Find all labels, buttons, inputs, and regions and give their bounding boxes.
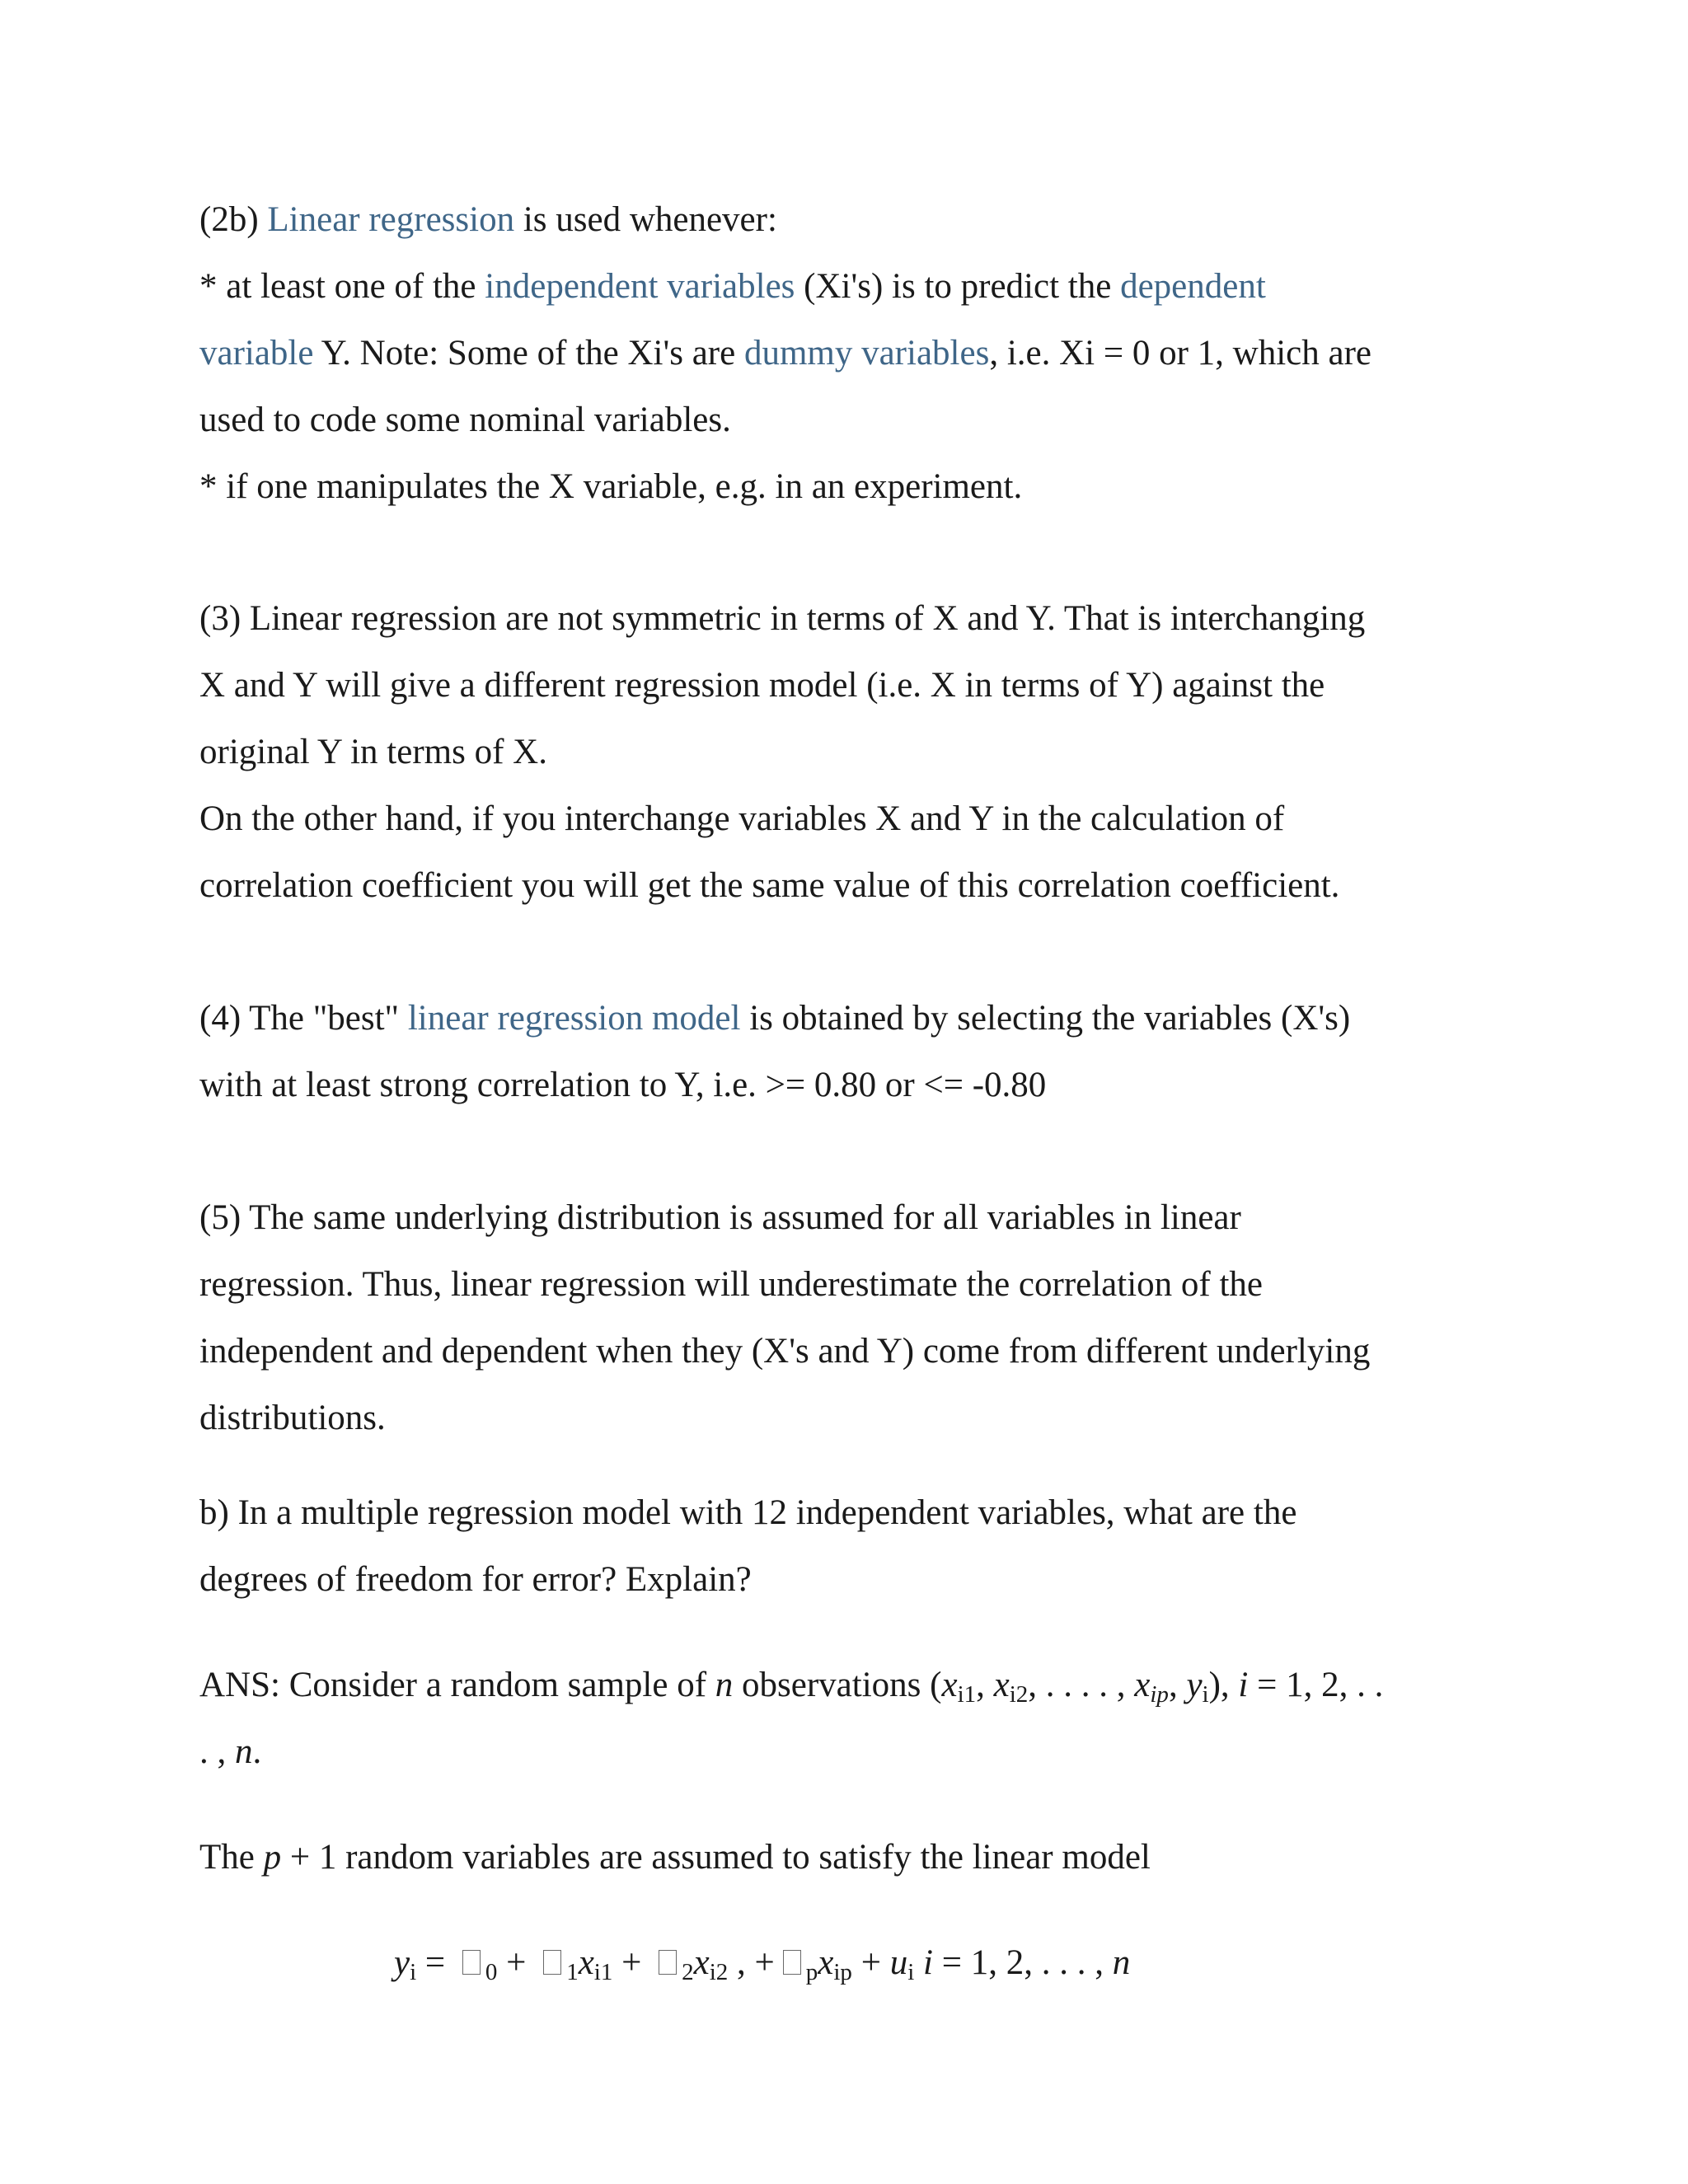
var-x: x	[1134, 1666, 1151, 1704]
bullet-2: * if one manipulates the X variable, e.g. in an experiment.	[199, 467, 1023, 506]
bullet-1-line-1	[199, 269, 1266, 304]
eq-tail: = 1, 2, . . . ,	[932, 1943, 1113, 1982]
sub-i2: i2	[1009, 1681, 1029, 1708]
bullet-1-text-d: , i.e. Xi = 0 or 1, which are	[989, 334, 1372, 373]
bullet-1-text-b: (Xi's) is to predict the	[795, 267, 1121, 306]
eq-x: x	[693, 1943, 710, 1982]
section-3-line-2: X and Y will give a different regression model (i.e. X in terms of Y) against the	[199, 666, 1325, 705]
eq-sub-i: i	[907, 1959, 915, 1985]
var-y: y	[1186, 1666, 1203, 1704]
sub-i: i	[1202, 1681, 1209, 1708]
beta-p-missing-glyph-icon	[783, 1950, 801, 1975]
independent-variables-link[interactable]: independent variables	[485, 267, 795, 306]
section-4-suffix: is obtained by selecting the variables (X's)	[740, 999, 1351, 1038]
eq-equals: =	[416, 1943, 454, 1982]
question-b-line-2: degrees of freedom for error? Explain?	[199, 1560, 752, 1599]
section-3-line-1: (3) Linear regression are not symmetric in terms of X and Y. That is interchanging	[199, 599, 1366, 638]
eq-sub-i: i	[410, 1959, 417, 1985]
dummy-variables-link[interactable]: dummy variables	[743, 334, 990, 373]
bullet-1-line-2	[199, 335, 1372, 371]
eq-y: y	[394, 1943, 410, 1982]
section-5-line-2: regression. Thus, linear regression will underestimate the correlation of the	[199, 1265, 1263, 1304]
model-sentence	[199, 1840, 1151, 1875]
section-3-line-5: correlation coefficient you will get the same value of this correlation coefficient.	[199, 866, 1340, 905]
eq-comma-plus: , +	[728, 1943, 775, 1982]
section-4-line-2: with at least strong correlation to Y, i.e. >= 0.80 or <= -0.80	[199, 1066, 1047, 1104]
dots: , . . . . ,	[1028, 1666, 1135, 1704]
eq-x: x	[578, 1943, 594, 1982]
var-n: n	[235, 1732, 253, 1771]
eq-x: x	[818, 1943, 834, 1982]
section-2b-prefix: (2b)	[199, 200, 268, 239]
section-4-prefix: (4) The "best"	[199, 999, 408, 1038]
answer-text-c: ),	[1208, 1666, 1239, 1704]
beta-1-missing-glyph-icon	[543, 1950, 561, 1975]
var-x: x	[993, 1666, 1010, 1704]
sub-i1: i1	[957, 1681, 977, 1708]
section-5-line-4: distributions.	[199, 1399, 386, 1437]
eq-sub-2: 2	[682, 1959, 694, 1985]
eq-sub-0: 0	[485, 1959, 498, 1985]
section-5-line-3: independent and dependent when they (X's and Y) come from different underlying	[199, 1332, 1371, 1371]
question-b-line-1: b) In a multiple regression model with 12 independent variables, what are the	[199, 1493, 1297, 1532]
eq-n: n	[1112, 1943, 1131, 1982]
answer-line-2-period: .	[252, 1732, 262, 1771]
comma: ,	[1168, 1666, 1187, 1704]
bullet-1-line-3: used to code some nominal variables.	[199, 401, 731, 439]
section-3-line-3: original Y in terms of X.	[199, 733, 547, 771]
var-i: i	[1238, 1666, 1249, 1704]
section-2b-heading	[199, 202, 777, 237]
answer-text-d: = 1, 2, . .	[1248, 1666, 1384, 1704]
linear-regression-model-link[interactable]: linear regression model	[407, 999, 741, 1038]
section-3-line-4: On the other hand, if you interchange variables X and Y in the calculation of	[199, 799, 1285, 838]
eq-u: u	[889, 1943, 908, 1982]
var-n: n	[715, 1666, 734, 1704]
var-p: p	[263, 1838, 282, 1877]
eq-i: i	[923, 1943, 933, 1982]
answer-line-1	[199, 1666, 1384, 1708]
answer-line-2-dots: . ,	[199, 1732, 235, 1771]
beta-2-missing-glyph-icon	[659, 1950, 677, 1975]
eq-sub-ip: ip	[833, 1959, 852, 1985]
sub-ip: ip	[1150, 1681, 1169, 1708]
eq-plus: +	[497, 1943, 536, 1982]
answer-text-b: observations (	[733, 1666, 942, 1704]
dependent-variable-link-part-2[interactable]: variable	[199, 334, 314, 373]
regression-equation	[394, 1943, 1131, 1985]
model-sentence-a: The	[199, 1838, 264, 1877]
eq-sub-p: p	[805, 1959, 818, 1985]
dependent-variable-link-part-1[interactable]: dependent	[1120, 267, 1266, 306]
eq-plus: +	[612, 1943, 651, 1982]
bullet-1-text-a: * at least one of the	[199, 267, 485, 306]
eq-sub-i2: i2	[709, 1959, 729, 1985]
beta-0-missing-glyph-icon	[462, 1950, 481, 1975]
comma: ,	[976, 1666, 994, 1704]
var-x: x	[941, 1666, 958, 1704]
bullet-1-text-c: Y. Note: Some of the Xi's are	[313, 334, 744, 373]
section-4-line-1	[199, 1001, 1350, 1036]
eq-sub-1: 1	[566, 1959, 579, 1985]
model-sentence-b: + 1 random variables are assumed to satisfy the linear model	[281, 1838, 1151, 1877]
eq-plus: +	[851, 1943, 890, 1982]
section-5-line-1: (5) The same underlying distribution is assumed for all variables in linear	[199, 1198, 1241, 1237]
linear-regression-link[interactable]: Linear regression	[267, 200, 515, 239]
answer-text-a: ANS: Consider a random sample of	[199, 1666, 715, 1704]
answer-line-2	[199, 1734, 261, 1769]
eq-sub-i1: i1	[593, 1959, 613, 1985]
section-2b-suffix: is used whenever:	[514, 200, 777, 239]
